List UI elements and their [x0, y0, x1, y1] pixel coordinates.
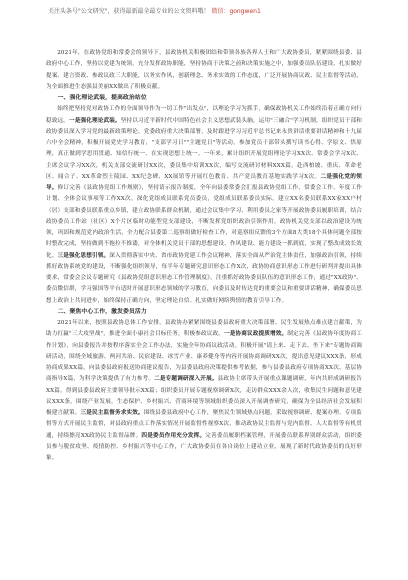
- section-1-point-2-text: 修订完善《县政协党组工作规则》，坚持请示报告制度，全年向县委常委会汇报县政协党组工作、常委会工作、年度工作计划、全体会议事项等工作XX次。深化党组成员联系党员委员，党组成员联系委员实际，建立XX名委员联系XX家XX户村（居）支部和委员联系重点乡镇，建立政协联系群众机制，通过会议集中学习、利用委员之家等开展政协委员履职培训，结合政协委员工作站（社区）X个片区临时功能型党支部建设，不断发挥党组织政治引领作用。政协机关党支部以政治建设为统领，巩固和规范党内政治生活，全力配合县委第二巡察组做好检查工作，对巡察组反馈的3个方面8大类18个具体问题全部按时整改完成，坚持做到不拖拉不推诿，对全体机关党员干部的思想建设、作风建设、能力建设一抓到底，实现了整改成效长效化。: [46, 185, 362, 259]
- section-2-point-4-text: 完善委员履职档案管理，开展委员联系界别群众活动，组织委员参与脱贫攻坚、疫情防控、乡村振兴等中心工作，广大政协委员在各自岗位上建功立业，展现了新时代政协委员的良好形象。: [46, 432, 362, 461]
- intro-paragraph: 2021年，在政协党组和常委会的领导下，县政协机关积极团结和带领各族各界人士和广大政协委员，紧紧围绕县委、县政府中心工作，坚持以党建为统领，充分发挥政协职能，坚持协商于决策之前和决策实施之中，加强委员队伍建设，扎实做好提案、建言资政、参政议政三大职能，以务实作风、创新理念、务求实效的工作态度，广泛开展协商议政、民主监督等活动，为全面推进生态强县美丽XX做出了积极贡献。: [46, 50, 362, 90]
- section-1-point-1-title: 一是强化理论武装。: [69, 117, 121, 124]
- section-2-point-2-text: 县政协主席带头开展重点课题调研，年内共形成调研报告XX篇，得到县委县政府主要领导批示XX篇；组织委员开展专题视察调研X次，走访群众XXX余人次，收集民生问题和意见建议XXX条，围绕产业发展、生态保护、乡村振兴、营商环境等领域组织委员深入开展调查研究，确保为全县经济社会发展积极建言献策。: [46, 376, 362, 416]
- section-2-intro-text: 2021年以来，按照县政协总体工作安排，县政协办紧紧围绕县委县政府重大决策部署、民生发展热点难点建言献策，为助力打赢"三大攻坚战"，推进全面小康社会目标任务，积极参政议政。: [46, 320, 362, 338]
- section-1-paragraph: [46, 104, 362, 307]
- banner-text: 关注头条号"公文研究"，获得最新最全最专业的公文资料哦！: [48, 8, 210, 15]
- document-body: [46, 48, 362, 576]
- section-2-point-3-text: 围绕县委县政府中心工作，聚焦民生领域热点问题，采取视察调研、提案办理、专项监督等方式开展民主监督，对县政府重点工作落实情况开展监督性视察X次，推动政协民主监督与党内监督、人大监督等有机贯通，持续擦亮XX政协民主监督品牌。: [46, 410, 362, 439]
- section-1-heading: 一、强化理论武装，提高政治站位: [57, 95, 147, 101]
- section-2-point-1-text: 制定完善《县政协年度协商工作计划》，向县委报告并按程序落实全会工作办法，实施全年协商议政活动。积极开展"请上来、走下去、坐下来"专题协商调研活动，围绕全域旅游、两河共治、民宿建设、冰雪产业、康养健身等内容开展协商调研XX次，提出意见建议XXX条，形成协商成果XX篇，向县委县政府报送协商建议报告，为县委县政府决策提供参考依据，参与县委县政府专项协商XX次、基层协商指导X篇，为科学决策提供了有力参考。: [46, 331, 362, 383]
- section-2-point-2-title: 二是专题调研深入开展。: [154, 376, 218, 383]
- banner-wechat: 微信：gongwen1: [211, 8, 261, 15]
- section-1-intro-text: 始终把坚持党对政协工作的全面领导作为一切工作"出发点"，以理论学习为抓手，确保政协机关工作始终沿着正确方向行稳致远。: [46, 106, 362, 124]
- top-banner: [48, 6, 360, 18]
- section-1-point-2-title: 二是强化党的领导。: [46, 173, 362, 191]
- section-2-point-4-title: 四是委员作用充分发挥。: [141, 432, 206, 439]
- section-1-point-3-text: 深入贯彻落实中央、省市政协党建工作会议精神，落实全面从严治党主体责任，加强政治引领，持续抓好政协系统党的建设，不断强化组织领导，每半年专题研究意识形态工作X次，政协协商意识形态工作进行研判并提出具体要求，常委会会议专题研究《县政协党组意识形态工作管理制度》，注重抓好政协委员队伍的意识形态工作，通过"XX政协"、委员微信群，学习强国等平台适时开展意识形态领域的学习教育，向委员及时传达党的重要会议和重要讲话精神，确保委员思想上政治上共同进步，始终保持正确方向，坚定理论自信。扎实做好网络舆情的教育引导工作。: [46, 252, 362, 304]
- section-2-heading: 二、聚焦中心工作，激发委员活力: [57, 308, 147, 315]
- section-2-point-3-title: 三是民主监督务求实效。: [80, 410, 144, 416]
- section-1-point-1-text: 坚持以习近平新时代中国特色社会主义思想武装头脑，运用"三融合"学习机制，组织党员干部和政协委员深入学习党的最新政策理论、党委政府重大决策部署，及时跟进学习习近平总书记来永贵讲话重要讲话精神和十九届六中全会精神，积极开展党史学习教育，"支部学习日""主题党日"等活动。参加党员干部带头撰写读书心得、学原文、悟原理，真正做到学思用贯通、知信行统一、在实现思想上统一。一年来，累计组织开展党组理论学习XX次、常委会学习X次、主席会议学习XX次，机关支部交流研讨XX次，委员集中培训XX次，编写交流研讨材料XXX篇。赴西柏坡、重庆、革命老区、闻合子、XX革命烈士陵园、XX纪念碑、XX展馆等开展红色教育、共产党员教育基地实践学习X次。: [46, 117, 362, 180]
- section-1-point-3-title: 三是强化思想引领。: [57, 252, 110, 259]
- section-2-point-1-title: 一是协商议政提质增效。: [223, 331, 288, 338]
- section-2-paragraph: [46, 318, 362, 464]
